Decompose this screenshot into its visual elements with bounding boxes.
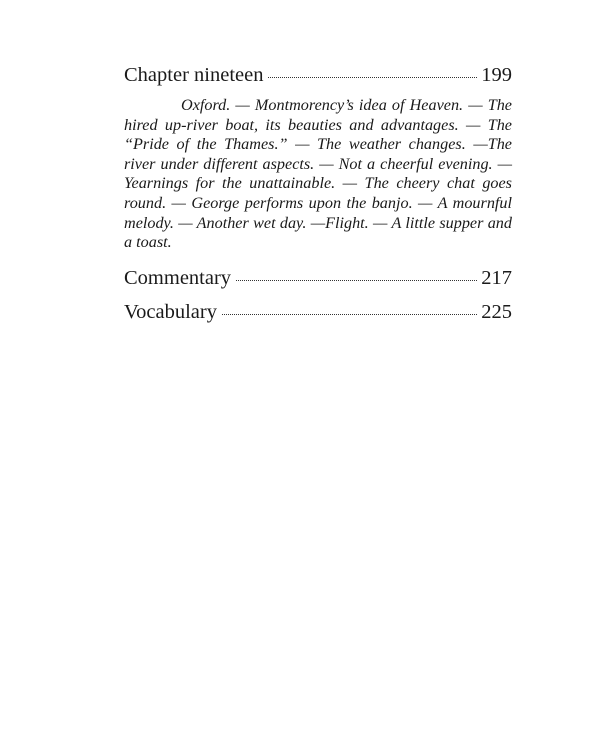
toc-entry-title: Commentary	[124, 266, 232, 289]
toc-entry-title: Chapter nineteen	[124, 64, 264, 86]
toc-entry-chapter-nineteen[interactable]	[124, 62, 512, 88]
toc-entry-vocabulary[interactable]	[124, 299, 512, 325]
table-of-contents	[124, 62, 512, 325]
chapter-summary-block	[124, 96, 512, 253]
toc-entry-page-number: 217	[481, 266, 512, 289]
toc-entry-title: Vocabulary	[124, 300, 217, 323]
toc-entry-page-number: 225	[481, 300, 512, 323]
toc-entry-commentary[interactable]	[124, 265, 512, 291]
chapter-summary: Oxford. — Montmorency’s idea of Heaven. — The hired up-river boat, its beauties and advantages. — The “Pride of the Thames.” — The weather changes. —The river under different aspects. — Not a cheerful evening. — Yearnings for the unattainable. — The cheery chat goes round. — George performs upon the banjo. — A mournful melody. — Another wet day. —Flight. — A little supper and a toast.	[124, 96, 512, 252]
dot-leader	[222, 314, 477, 315]
dot-leader	[268, 77, 477, 78]
dot-leader	[236, 280, 477, 281]
toc-entry-page-number: 199	[481, 64, 512, 86]
